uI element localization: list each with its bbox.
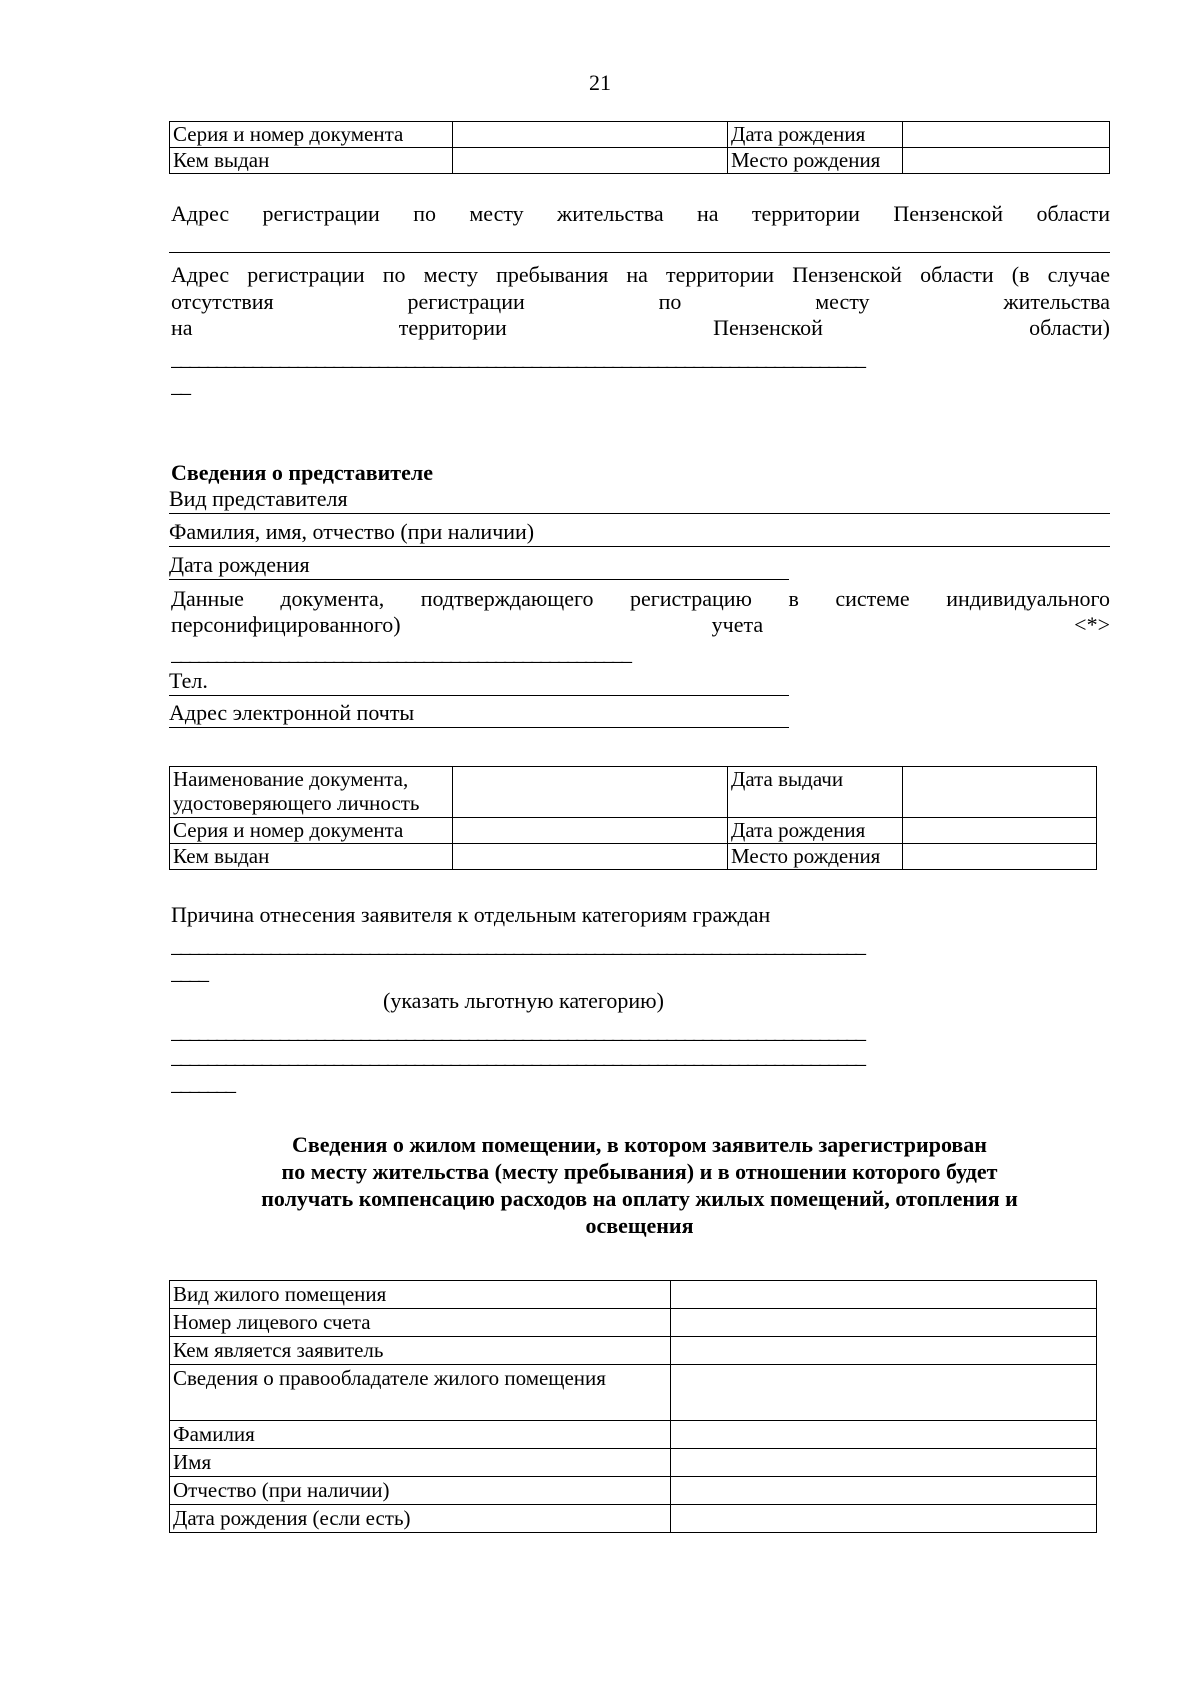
representative-type-field[interactable] (169, 486, 1110, 514)
representative-type-label: Вид представителя (169, 486, 348, 511)
table-cell-value[interactable] (671, 1309, 1097, 1337)
table-cell-label: Фамилия (170, 1421, 671, 1449)
table-cell-label: Сведения о правообладателе жилого помещения (170, 1365, 671, 1421)
reg-address-residence: Адрес регистрации по месту жительства на территории Пензенской области (171, 201, 1110, 226)
table-cell-label: Кем выдан (170, 844, 453, 870)
table-cell-label: Дата выдачи (728, 767, 903, 818)
table-cell-label: Кем является заявитель (170, 1337, 671, 1365)
table-cell-value[interactable] (671, 1505, 1097, 1533)
representative-email-label: Адрес электронной почты (169, 700, 415, 725)
table-cell-value[interactable] (671, 1449, 1097, 1477)
table-cell-value[interactable] (903, 844, 1097, 870)
table-cell-label: Дата рождения (728, 122, 903, 148)
representative-snils-underline[interactable]: ___________________________________________________ (171, 640, 630, 665)
representative-tel-field[interactable] (169, 668, 789, 696)
table-cell-value[interactable] (453, 148, 728, 174)
reg-address-stay-underline[interactable]: _____________________________________________________________________________ (171, 345, 864, 370)
table-cell-value[interactable] (453, 818, 728, 844)
table-cell-label: Дата рождения (если есть) (170, 1505, 671, 1533)
reg-address-stay-line1: Адрес регистрации по месту пребывания на территории Пензенской области (в случае (171, 262, 1110, 287)
dwelling-heading (169, 1131, 1110, 1239)
table-cell-value[interactable] (903, 122, 1110, 148)
representative-snils-line1: Данные документа, подтверждающего регистрацию в системе индивидуального (171, 586, 1110, 611)
reg-address-stay-line3: на территории Пензенской области) (171, 315, 1110, 340)
reason-hint: (указать льготную категорию) (383, 988, 664, 1013)
table-cell-value[interactable] (453, 767, 728, 818)
representative-tel-label: Тел. (169, 668, 208, 693)
table-cell-label: Дата рождения (728, 818, 903, 844)
table-cell-value[interactable] (453, 122, 728, 148)
representative-snils-line2: персонифицированного) учета <*> (171, 612, 1110, 637)
representative-document-table (169, 766, 1097, 870)
table-cell-label: Серия и номер документа (170, 122, 453, 148)
table-cell-value[interactable] (671, 1337, 1097, 1365)
reg-address-stay-underline-tail[interactable]: __ (171, 372, 189, 397)
reason-underline-3[interactable]: _____________________________________________________________________________ (171, 1043, 864, 1068)
table-cell-value[interactable] (671, 1421, 1097, 1449)
dwelling-table (169, 1280, 1097, 1533)
representative-email-field[interactable] (169, 700, 789, 728)
dwelling-heading-line4: освещения (585, 1213, 694, 1238)
dwelling-heading-line3: получать компенсацию расходов на оплату жилых помещений, отопления и (261, 1186, 1018, 1211)
table-cell-value[interactable] (903, 148, 1110, 174)
reason-underline-1-tail[interactable]: ____ (171, 959, 207, 984)
applicant-document-table (169, 121, 1110, 174)
representative-fio-field[interactable] (169, 519, 1110, 547)
table-cell-label: Номер лицевого счета (170, 1309, 671, 1337)
table-cell-value[interactable] (453, 844, 728, 870)
reason-label: Причина отнесения заявителя к отдельным категориям граждан (171, 902, 771, 927)
reason-underline-2[interactable]: _____________________________________________________________________________ (171, 1018, 864, 1043)
table-cell-label: Место рождения (728, 148, 903, 174)
reason-underline-3-tail[interactable]: _______ (171, 1070, 234, 1095)
table-cell-value[interactable] (903, 818, 1097, 844)
table-cell-value[interactable] (671, 1365, 1097, 1421)
table-cell-label: Вид жилого помещения (170, 1281, 671, 1309)
representative-heading: Сведения о представителе (171, 460, 433, 485)
table-cell-label: Кем выдан (170, 148, 453, 174)
table-cell-label: Наименование документа, удостоверяющего личность (170, 767, 453, 818)
reg-address-stay-line2: отсутствия регистрации по месту жительства (171, 289, 1110, 314)
table-cell-label: Серия и номер документа (170, 818, 453, 844)
table-cell-value[interactable] (671, 1477, 1097, 1505)
page-number: 21 (589, 70, 611, 95)
dwelling-heading-line2: по месту жительства (месту пребывания) и в отношении которого будет (281, 1159, 998, 1184)
dwelling-heading-line1: Сведения о жилом помещении, в котором заявитель зарегистрирован (292, 1132, 987, 1157)
representative-birth-label: Дата рождения (169, 552, 310, 577)
reason-underline-1[interactable]: _____________________________________________________________________________ (171, 932, 864, 957)
table-cell-label: Отчество (при наличии) (170, 1477, 671, 1505)
table-cell-value[interactable] (903, 767, 1097, 818)
table-cell-label: Имя (170, 1449, 671, 1477)
reg-address-residence-line[interactable] (169, 228, 1110, 253)
representative-birth-field[interactable] (169, 552, 789, 580)
table-cell-value[interactable] (671, 1281, 1097, 1309)
representative-fio-label: Фамилия, имя, отчество (при наличии) (169, 519, 535, 544)
table-cell-label: Место рождения (728, 844, 903, 870)
